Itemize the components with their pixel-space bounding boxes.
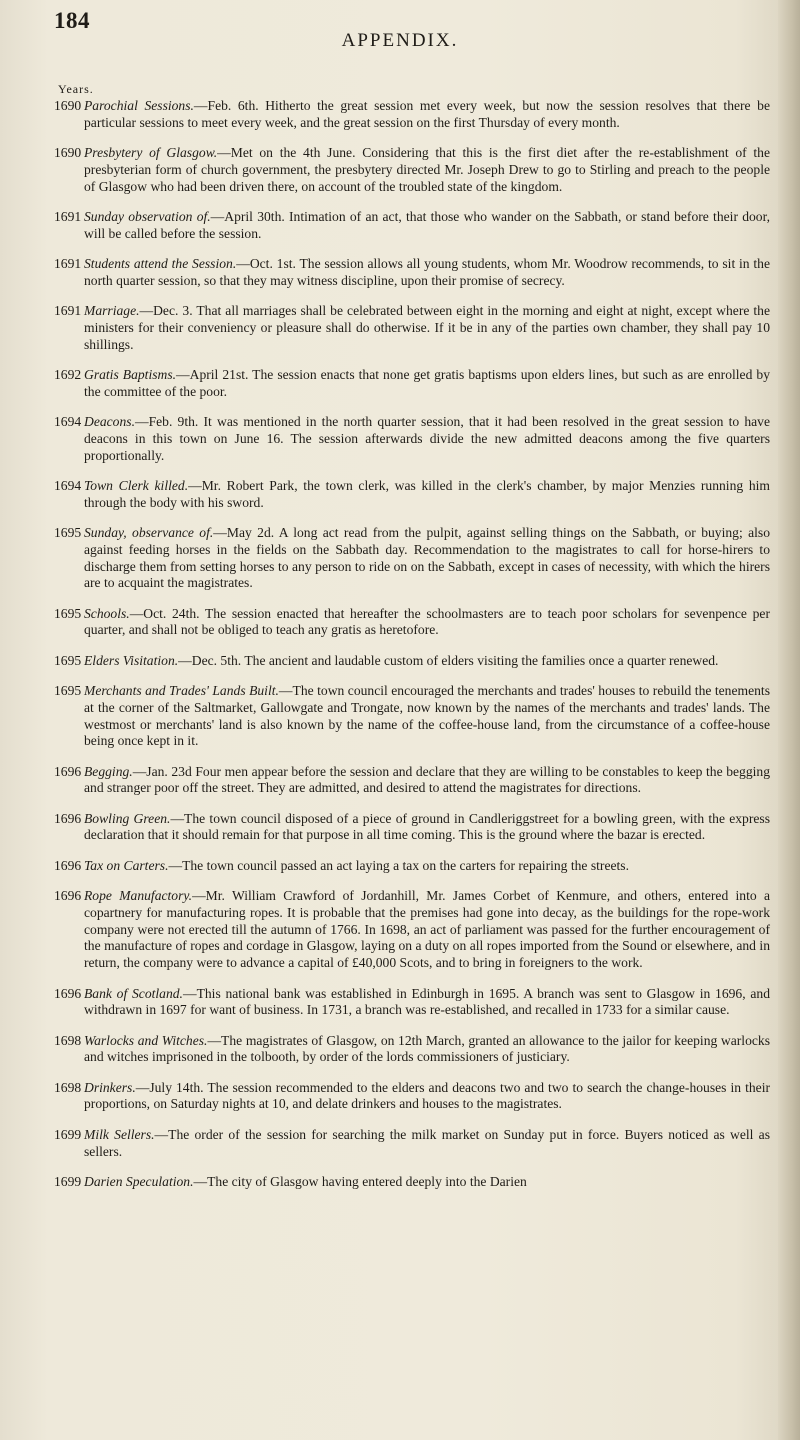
chronology-entries <box>56 98 770 1192</box>
entry-year: 1698 <box>54 1032 82 1048</box>
entry-year: 1690 <box>54 145 82 161</box>
entry-topic: Town Clerk killed. <box>84 477 189 493</box>
entry-topic: Tax on Carters. <box>84 857 169 873</box>
entry-year: 1699 <box>54 1173 82 1189</box>
entry-topic: Sunday observation of. <box>84 208 211 224</box>
entry-year: 1695 <box>54 605 82 621</box>
entry-topic: Presbytery of Glasgow. <box>84 145 218 161</box>
running-head: APPENDIX. <box>341 30 459 51</box>
entry-topic: Warlocks and Witches. <box>84 1032 208 1048</box>
entry <box>56 683 770 750</box>
entry-year: 1692 <box>54 366 82 382</box>
entry-year: 1694 <box>54 414 82 430</box>
entry-text: —July 14th. The session recommended to the elders and deacons two and two to search the change-houses in their proportions, on Saturday nights at 10, and delate drinkers and houses to the magistrates. <box>84 1079 770 1112</box>
years-column-label: Years. <box>58 82 94 96</box>
entry-text: —Dec. 3. That all marriages shall be celebrated between eight in the morning and eight at night, except where the ministers for their conveniency or pleasure shall do otherwise. If it be in any of the parties own chamber, they shall pay 10 shillings. <box>84 303 770 352</box>
entry <box>56 478 770 512</box>
entry <box>56 414 770 464</box>
entry-text: —This national bank was established in Edinburgh in 1695. A branch was sent to Glasgow in 1696, and withdrawn in 1697 for want of business. In 1731, a branch was re-established, and recalled in 1733 for a similar cause. <box>84 985 770 1018</box>
entry <box>56 367 770 401</box>
entry <box>56 653 770 670</box>
entry-year: 1694 <box>54 477 82 493</box>
entry <box>56 1080 770 1114</box>
entry-text: —Oct. 1st. The session allows all young students, whom Mr. Woodrow recommends, to sit in the north quarter session, so that they may witness discipline, upon their promise of secrecy. <box>84 256 771 288</box>
entry-year: 1696 <box>54 857 82 873</box>
entry-text: —Met on the 4th June. Considering that this is the first diet after the re-establishment of the presbyterian form of church government, the presbytery directed Mr. Joseph Drew to go to Stirling and preach to the people of Glasgow who had been driven there, on account of the troubled state of the kingdom. <box>84 145 770 194</box>
entry <box>56 209 770 243</box>
entry-topic: Bank of Scotland. <box>84 985 183 1001</box>
entry <box>56 764 770 798</box>
entry-topic: Milk Sellers. <box>84 1126 155 1142</box>
entry-topic: Begging. <box>84 763 133 779</box>
entry <box>56 986 770 1020</box>
entry-text: —April 30th. Intimation of an act, that those who wander on the Sabbath, or stand before their door, will be called before the session. <box>84 208 770 241</box>
entry-text: —Mr. William Crawford of Jordanhill, Mr. James Corbet of Kenmure, and others, entered into a copartnery for manufacturing ropes. It is probable that the premises had gone into decay, as the buildings for the rope-work company were not erected till the autumn of 1766. In 1698, an act of parliament was passed for the further encouragement of the manufacture of ropes and cordage in Glasgow, laying on a duty on all ropes imported from the Sound or elsewhere, and in return, the company were to advance a capital of £40,000 Scots, and to bring in foreigners to the work. <box>84 888 770 971</box>
entry-topic: Drinkers. <box>84 1079 136 1095</box>
entry-year: 1696 <box>54 810 82 826</box>
entry-text: —Dec. 5th. The ancient and laudable custom of elders visiting the families once a quarter renewed. <box>178 652 719 668</box>
entry <box>56 303 770 353</box>
entry-text: —Feb. 6th. Hitherto the great session met every week, but now the session resolves that there be particular sessions to meet every week, and the great session on the first Thursday of every month. <box>84 98 770 130</box>
entry-year: 1691 <box>54 303 82 319</box>
entry-text: —Feb. 9th. It was mentioned in the north quarter session, that it had been resolved in the great session to have deacons in this town on June 16. The session afterwards divide the new admitted deacons among the five quarters proportionally. <box>84 414 770 463</box>
entry <box>56 888 770 972</box>
entry-year: 1691 <box>54 208 82 224</box>
entry-topic: Marriage. <box>84 303 140 319</box>
entry <box>56 256 770 290</box>
entry-text: —Jan. 23d Four men appear before the session and declare that they are willing to be constables to keep the begging and stranger poor off the street. They are admitted, and desired to attend the magistrates for directions. <box>84 763 770 796</box>
entry-text: —Mr. Robert Park, the town clerk, was killed in the clerk's chamber, by major Menzies running him through the body with his sword. <box>84 477 770 510</box>
entry-year: 1698 <box>54 1079 82 1095</box>
entry <box>56 858 770 875</box>
entry-topic: Parochial Sessions. <box>84 98 194 113</box>
entry <box>56 145 770 195</box>
entry-topic: Merchants and Trades' Lands Built. <box>84 683 279 699</box>
entry-text: —May 2d. A long act read from the pulpit, against selling things on the Sabbath, or buying; also against feeding horses in the fields on the Sabbath day. Recommendation to the magistrates to call for horse-hirers to discharge them from setting horses to any person to ride on on the Sabbath, except in cases of necessity, with which the hirers are to acquaint the magistrates. <box>84 525 770 591</box>
entry-topic: Darien Speculation. <box>84 1173 194 1189</box>
entry-year: 1696 <box>54 763 82 779</box>
entry-topic: Gratis Baptisms. <box>84 366 177 382</box>
page-number: 184 <box>54 8 90 33</box>
entry-text: —The town council disposed of a piece of ground in Candleriggstreet for a bowling green, with the express declaration that it should remain for that purpose in all time coming. This is the ground where the bazar is erected. <box>84 810 770 843</box>
entry <box>56 525 770 592</box>
entry-topic: Elders Visitation. <box>84 652 179 668</box>
entry-text: —April 21st. The session enacts that none get gratis baptisms upon elders lines, but such as are enrolled by the committee of the poor. <box>84 366 770 399</box>
entry-text: —The town council passed an act laying a tax on the carters for repairing the streets. <box>168 857 629 873</box>
entry-year: 1695 <box>54 525 82 540</box>
entry-topic: Sunday, observance of. <box>84 525 214 540</box>
entry-text: —The city of Glasgow having entered deeply into the Darien <box>193 1173 527 1189</box>
entry-topic: Rope Manufactory. <box>84 888 193 904</box>
entry <box>56 606 770 640</box>
entry-text: —The magistrates of Glasgow, on 12th March, granted an allowance to the jailor for keeping warlocks and witches imprisoned in the tolbooth, by order of the lords commissioners of justiciary. <box>84 1032 770 1065</box>
entry <box>56 811 770 845</box>
entry <box>56 1127 770 1161</box>
entry-year: 1696 <box>54 985 82 1001</box>
page-edge <box>778 0 800 1440</box>
entry-year: 1695 <box>54 652 82 668</box>
entry-text: —The order of the session for searching the milk market on Sunday put in force. Buyers noticed as well as sellers. <box>84 1126 770 1159</box>
entry-topic: Bowling Green. <box>84 810 171 826</box>
entry-year: 1695 <box>54 683 82 699</box>
entry <box>56 1174 770 1191</box>
entry-text: —The town council encouraged the merchants and trades' houses to rebuild the tenements at the corner of the Saltmarket, Gallowgate and Trongate, now known by the names of the merchants and trades' lands. The westmost or merchants' land is also known by the name of the coffee-house land, from the circumstance of a coffee-house being once kept in it. <box>84 683 770 749</box>
entry-topic: Schools. <box>84 605 130 621</box>
entry <box>56 1033 770 1067</box>
entry-year: 1696 <box>54 888 82 904</box>
entry-text: —Oct. 24th. The session enacted that hereafter the schoolmasters are to teach poor scholars for sevenpence per quarter, and shall not be obliged to teach any gratis as heretofore. <box>84 605 770 638</box>
entry-topic: Deacons. <box>84 414 135 430</box>
entry-year: 1690 <box>54 98 82 113</box>
entry <box>56 98 770 132</box>
entry-topic: Students attend the Session. <box>84 256 237 272</box>
entry-year: 1691 <box>54 256 82 272</box>
entry-year: 1699 <box>54 1126 82 1142</box>
